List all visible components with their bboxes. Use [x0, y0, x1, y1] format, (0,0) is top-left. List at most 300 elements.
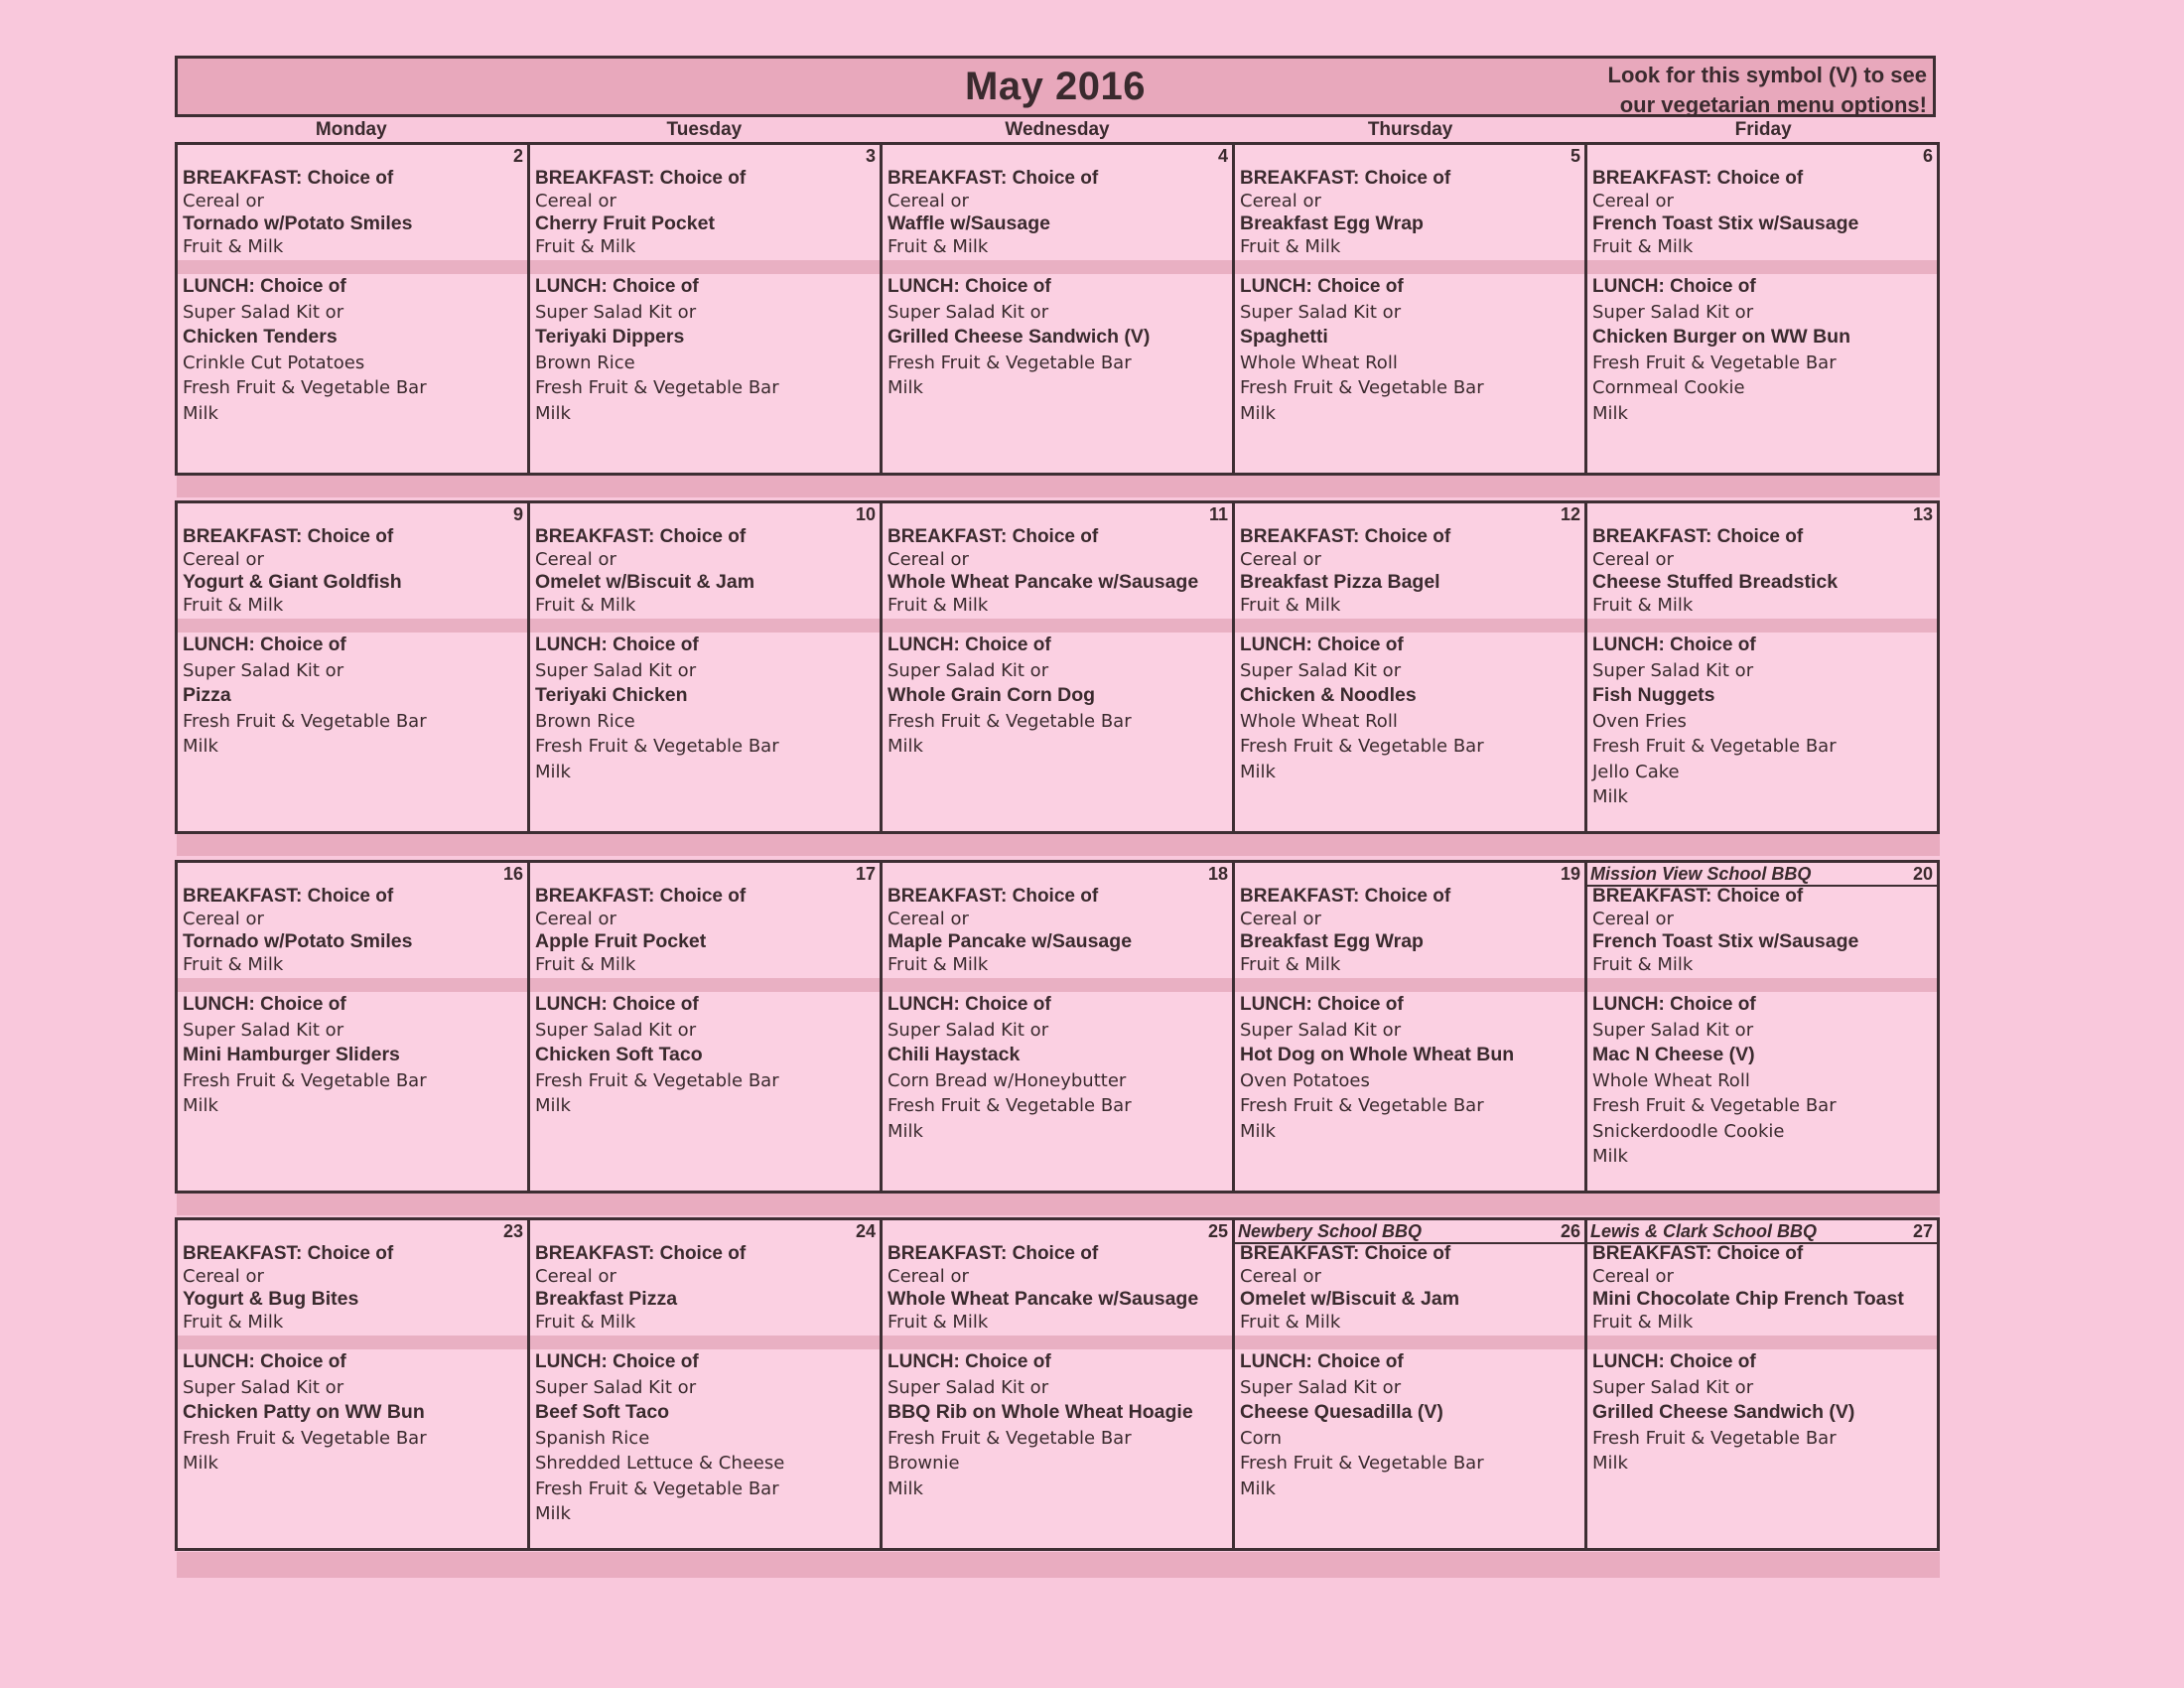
event-label: Lewis & Clark School BBQ	[1590, 1221, 1818, 1241]
lunch-side: Oven Potatoes	[1240, 1069, 1370, 1091]
breakfast-entree: Yogurt & Giant Goldfish	[183, 571, 402, 593]
breakfast-section	[1592, 525, 1935, 617]
breakfast-cereal: Cereal or	[1592, 909, 1674, 929]
breakfast-cereal: Cereal or	[887, 909, 969, 929]
lunch-entree: Mac N Cheese (V)	[1592, 1044, 1755, 1065]
lunch-side: Fresh Fruit & Vegetable Bar	[183, 710, 427, 732]
breakfast-fruit-milk: Fruit & Milk	[535, 954, 636, 975]
breakfast-heading: BREAKFAST: Choice of	[1592, 886, 1804, 907]
lunch-side: Milk	[535, 1503, 571, 1524]
lunch-salad: Super Salad Kit or	[183, 659, 344, 681]
week-row	[175, 860, 1940, 1194]
breakfast-fruit-milk: Fruit & Milk	[1592, 236, 1694, 257]
lunch-salad: Super Salad Kit or	[887, 301, 1049, 323]
lunch-heading: LUNCH: Choice of	[1240, 276, 1404, 297]
breakfast-heading: BREAKFAST: Choice of	[1240, 1243, 1451, 1264]
breakfast-cereal: Cereal or	[887, 1266, 969, 1287]
event-label: Newbery School BBQ	[1238, 1221, 1423, 1241]
breakfast-cereal: Cereal or	[1240, 191, 1321, 211]
breakfast-section	[183, 167, 525, 258]
lunch-entree: Chicken & Noodles	[1240, 684, 1417, 706]
weekday-wednesday: Wednesday	[1005, 119, 1110, 140]
lunch-entree: Hot Dog on Whole Wheat Bun	[1240, 1044, 1515, 1065]
breakfast-section	[535, 525, 878, 617]
breakfast-fruit-milk: Fruit & Milk	[887, 236, 989, 257]
day-cell	[883, 503, 1235, 831]
lunch-heading: LUNCH: Choice of	[535, 994, 699, 1015]
lunch-side: Milk	[1240, 1120, 1276, 1142]
breakfast-section	[887, 167, 1230, 258]
date-number: 9	[512, 504, 523, 524]
breakfast-heading: BREAKFAST: Choice of	[183, 1243, 394, 1264]
breakfast-entree: Breakfast Pizza Bagel	[1240, 571, 1440, 593]
breakfast-fruit-milk: Fruit & Milk	[1592, 954, 1694, 975]
date-number: 13	[1912, 504, 1933, 524]
day-cell	[530, 503, 883, 831]
meal-divider	[530, 619, 880, 633]
lunch-side: Fresh Fruit & Vegetable Bar	[1592, 736, 1837, 757]
day-cell	[530, 145, 883, 473]
lunch-side: Shredded Lettuce & Cheese	[535, 1453, 785, 1474]
breakfast-cereal: Cereal or	[1592, 549, 1674, 570]
lunch-heading: LUNCH: Choice of	[183, 634, 346, 655]
lunch-heading: LUNCH: Choice of	[1592, 634, 1756, 655]
breakfast-heading: BREAKFAST: Choice of	[1592, 1243, 1804, 1264]
lunch-salad: Super Salad Kit or	[887, 1376, 1049, 1398]
meal-divider	[883, 260, 1232, 274]
breakfast-fruit-milk: Fruit & Milk	[183, 1312, 284, 1333]
meal-divider	[1587, 619, 1937, 633]
lunch-side: Milk	[887, 736, 923, 757]
lunch-section	[183, 633, 525, 760]
lunch-section	[1592, 1349, 1935, 1477]
lunch-section	[183, 992, 525, 1119]
lunch-entree: Chili Haystack	[887, 1044, 1021, 1065]
lunch-section	[1592, 992, 1935, 1170]
meal-divider	[178, 260, 527, 274]
breakfast-entree: Yogurt & Bug Bites	[183, 1288, 359, 1310]
lunch-side: Fresh Fruit & Vegetable Bar	[1240, 1453, 1484, 1474]
meal-divider	[530, 978, 880, 992]
meal-divider	[1587, 1336, 1937, 1349]
breakfast-entree: Cheese Stuffed Breadstick	[1592, 571, 1839, 593]
breakfast-heading: BREAKFAST: Choice of	[1592, 168, 1804, 189]
breakfast-cereal: Cereal or	[887, 191, 969, 211]
breakfast-heading: BREAKFAST: Choice of	[1240, 526, 1451, 547]
lunch-salad: Super Salad Kit or	[887, 1019, 1049, 1041]
lunch-salad: Super Salad Kit or	[1240, 659, 1402, 681]
lunch-heading: LUNCH: Choice of	[535, 634, 699, 655]
lunch-salad: Super Salad Kit or	[1240, 301, 1402, 323]
breakfast-entree: Omelet w/Biscuit & Jam	[1240, 1288, 1460, 1310]
breakfast-cereal: Cereal or	[535, 1266, 616, 1287]
meal-divider	[1587, 260, 1937, 274]
day-cell	[1587, 863, 1937, 1191]
breakfast-entree: Tornado w/Potato Smiles	[183, 930, 413, 952]
lunch-entree: Grilled Cheese Sandwich (V)	[887, 326, 1151, 348]
lunch-section	[887, 274, 1230, 401]
date-number: 19	[1560, 864, 1580, 884]
lunch-entree: Chicken Tenders	[183, 326, 338, 348]
breakfast-cereal: Cereal or	[183, 909, 264, 929]
breakfast-entree: Breakfast Egg Wrap	[1240, 212, 1424, 234]
lunch-side: Fresh Fruit & Vegetable Bar	[535, 1069, 779, 1091]
lunch-salad: Super Salad Kit or	[535, 301, 697, 323]
breakfast-entree: Whole Wheat Pancake w/Sausage	[887, 1288, 1199, 1310]
breakfast-section	[1240, 885, 1582, 976]
lunch-salad: Super Salad Kit or	[1592, 1376, 1754, 1398]
lunch-entree: Chicken Soft Taco	[535, 1044, 703, 1065]
lunch-side: Fresh Fruit & Vegetable Bar	[535, 1477, 779, 1499]
lunch-side: Milk	[1240, 1477, 1276, 1499]
lunch-section	[887, 992, 1230, 1144]
lunch-heading: LUNCH: Choice of	[183, 994, 346, 1015]
lunch-salad: Super Salad Kit or	[183, 301, 344, 323]
breakfast-heading: BREAKFAST: Choice of	[535, 526, 747, 547]
vegetarian-note-line-1: Look for this symbol (V) to see	[1607, 63, 1927, 87]
lunch-section	[535, 274, 878, 426]
week-separator-band	[177, 1194, 1940, 1215]
lunch-side: Fresh Fruit & Vegetable Bar	[183, 1069, 427, 1091]
breakfast-heading: BREAKFAST: Choice of	[887, 1243, 1099, 1264]
breakfast-fruit-milk: Fruit & Milk	[1240, 595, 1341, 616]
lunch-side: Jello Cake	[1592, 761, 1680, 782]
date-number: 18	[1207, 864, 1228, 884]
week-row	[175, 142, 1940, 476]
event-label: Mission View School BBQ	[1590, 864, 1812, 884]
lunch-heading: LUNCH: Choice of	[1240, 634, 1404, 655]
breakfast-cereal: Cereal or	[183, 1266, 264, 1287]
lunch-entree: Mini Hamburger Sliders	[183, 1044, 400, 1065]
day-cell	[883, 145, 1235, 473]
breakfast-fruit-milk: Fruit & Milk	[1240, 1312, 1341, 1333]
lunch-section	[887, 633, 1230, 760]
breakfast-fruit-milk: Fruit & Milk	[535, 1312, 636, 1333]
day-cell	[1235, 863, 1587, 1191]
breakfast-entree: Cherry Fruit Pocket	[535, 212, 715, 234]
lunch-heading: LUNCH: Choice of	[535, 276, 699, 297]
day-cell	[178, 1220, 530, 1548]
lunch-section	[1240, 992, 1582, 1144]
breakfast-entree: Omelet w/Biscuit & Jam	[535, 571, 755, 593]
meal-divider	[1235, 260, 1584, 274]
meal-divider	[178, 1336, 527, 1349]
date-number: 16	[502, 864, 523, 884]
weekday-monday: Monday	[315, 119, 387, 140]
breakfast-fruit-milk: Fruit & Milk	[1240, 954, 1341, 975]
date-number: 2	[512, 146, 523, 166]
lunch-side: Milk	[535, 402, 571, 424]
breakfast-cereal: Cereal or	[183, 191, 264, 211]
week-separator-band	[177, 834, 1940, 856]
lunch-salad: Super Salad Kit or	[887, 659, 1049, 681]
breakfast-fruit-milk: Fruit & Milk	[1592, 1312, 1694, 1333]
lunch-section	[1240, 274, 1582, 426]
lunch-side: Corn	[1240, 1427, 1283, 1449]
lunch-heading: LUNCH: Choice of	[1240, 1351, 1404, 1372]
vegetarian-note-line-2: our vegetarian menu options!	[1619, 92, 1927, 117]
lunch-heading: LUNCH: Choice of	[887, 276, 1051, 297]
page-title: May 2016	[965, 65, 1146, 108]
lunch-section	[535, 1349, 878, 1527]
breakfast-heading: BREAKFAST: Choice of	[183, 168, 394, 189]
breakfast-section	[535, 167, 878, 258]
breakfast-cereal: Cereal or	[1592, 1266, 1674, 1287]
lunch-entree: Fish Nuggets	[1592, 684, 1715, 706]
meal-divider	[883, 619, 1232, 633]
breakfast-section	[887, 525, 1230, 617]
breakfast-heading: BREAKFAST: Choice of	[1240, 886, 1451, 907]
breakfast-heading: BREAKFAST: Choice of	[887, 526, 1099, 547]
weekday-thursday: Thursday	[1367, 119, 1453, 140]
lunch-side: Milk	[1592, 1453, 1628, 1474]
lunch-side: Fresh Fruit & Vegetable Bar	[1240, 736, 1484, 757]
breakfast-entree: Tornado w/Potato Smiles	[183, 212, 413, 234]
day-cell	[178, 503, 530, 831]
date-number: 23	[502, 1221, 523, 1241]
bottom-band	[177, 1552, 1940, 1578]
lunch-side: Fresh Fruit & Vegetable Bar	[535, 736, 779, 757]
breakfast-fruit-milk: Fruit & Milk	[535, 236, 636, 257]
meal-divider	[178, 619, 527, 633]
breakfast-heading: BREAKFAST: Choice of	[535, 886, 747, 907]
breakfast-fruit-milk: Fruit & Milk	[1592, 595, 1694, 616]
lunch-salad: Super Salad Kit or	[535, 659, 697, 681]
breakfast-heading: BREAKFAST: Choice of	[887, 168, 1099, 189]
date-number: 10	[855, 504, 876, 524]
breakfast-cereal: Cereal or	[1592, 191, 1674, 211]
breakfast-heading: BREAKFAST: Choice of	[1592, 526, 1804, 547]
lunch-salad: Super Salad Kit or	[1592, 301, 1754, 323]
lunch-side: Milk	[1240, 402, 1276, 424]
weekday-friday: Friday	[1734, 119, 1792, 140]
lunch-side: Crinkle Cut Potatoes	[183, 352, 365, 373]
date-number: 24	[855, 1221, 876, 1241]
date-number: 17	[855, 864, 876, 884]
lunch-side: Milk	[183, 1453, 218, 1474]
calendar-header	[175, 56, 1936, 117]
lunch-salad: Super Salad Kit or	[183, 1376, 344, 1398]
lunch-salad: Super Salad Kit or	[1592, 659, 1754, 681]
meal-divider	[178, 978, 527, 992]
day-cell	[883, 1220, 1235, 1548]
lunch-side: Fresh Fruit & Vegetable Bar	[1240, 377, 1484, 398]
lunch-entree: Beef Soft Taco	[535, 1401, 670, 1423]
lunch-entree: Teriyaki Dippers	[535, 326, 685, 348]
breakfast-cereal: Cereal or	[183, 549, 264, 570]
date-number: 12	[1560, 504, 1580, 524]
lunch-heading: LUNCH: Choice of	[1592, 1351, 1756, 1372]
lunch-heading: LUNCH: Choice of	[1592, 994, 1756, 1015]
lunch-side: Milk	[887, 1477, 923, 1499]
lunch-side: Brownie	[887, 1453, 960, 1474]
lunch-side: Milk	[887, 1120, 923, 1142]
breakfast-heading: BREAKFAST: Choice of	[183, 886, 394, 907]
breakfast-section	[183, 1242, 525, 1334]
lunch-side: Fresh Fruit & Vegetable Bar	[1240, 1095, 1484, 1116]
lunch-side: Fresh Fruit & Vegetable Bar	[887, 710, 1132, 732]
week-row	[175, 1217, 1940, 1551]
lunch-heading: LUNCH: Choice of	[887, 634, 1051, 655]
lunch-entree: Chicken Patty on WW Bun	[183, 1401, 425, 1423]
meal-divider	[530, 1336, 880, 1349]
lunch-side: Fresh Fruit & Vegetable Bar	[1592, 352, 1837, 373]
date-number: 4	[1217, 146, 1228, 166]
breakfast-entree: French Toast Stix w/Sausage	[1592, 930, 1859, 952]
lunch-heading: LUNCH: Choice of	[183, 276, 346, 297]
breakfast-heading: BREAKFAST: Choice of	[183, 526, 394, 547]
breakfast-entree: Mini Chocolate Chip French Toast	[1592, 1288, 1904, 1310]
breakfast-section	[1592, 885, 1935, 976]
breakfast-fruit-milk: Fruit & Milk	[1240, 236, 1341, 257]
breakfast-entree: French Toast Stix w/Sausage	[1592, 212, 1859, 234]
lunch-heading: LUNCH: Choice of	[535, 1351, 699, 1372]
day-cell	[530, 1220, 883, 1548]
day-cell	[1235, 1220, 1587, 1548]
lunch-section	[887, 1349, 1230, 1501]
day-cell	[1235, 503, 1587, 831]
day-cell	[1235, 145, 1587, 473]
lunch-entree: Spaghetti	[1240, 326, 1328, 348]
meal-divider	[530, 260, 880, 274]
breakfast-section	[183, 885, 525, 976]
lunch-side: Fresh Fruit & Vegetable Bar	[183, 1427, 427, 1449]
lunch-side: Milk	[1592, 402, 1628, 424]
week-row	[175, 500, 1940, 834]
date-number: 11	[1208, 504, 1228, 524]
breakfast-cereal: Cereal or	[1240, 909, 1321, 929]
lunch-side: Fresh Fruit & Vegetable Bar	[535, 377, 779, 398]
day-cell	[1587, 503, 1937, 831]
meal-divider	[1587, 978, 1937, 992]
lunch-side: Cornmeal Cookie	[1592, 377, 1745, 398]
lunch-side: Fresh Fruit & Vegetable Bar	[887, 352, 1132, 373]
breakfast-heading: BREAKFAST: Choice of	[887, 886, 1099, 907]
lunch-side: Milk	[183, 1095, 218, 1116]
date-number: 26	[1560, 1221, 1580, 1241]
day-cell	[178, 863, 530, 1191]
breakfast-entree: Whole Wheat Pancake w/Sausage	[887, 571, 1199, 593]
lunch-section	[1240, 633, 1582, 784]
lunch-section	[183, 274, 525, 426]
breakfast-section	[1240, 1242, 1582, 1334]
lunch-section	[1240, 1349, 1582, 1501]
breakfast-fruit-milk: Fruit & Milk	[887, 595, 989, 616]
weekday-headers	[175, 118, 1940, 142]
lunch-side: Spanish Rice	[535, 1427, 650, 1449]
date-number: 25	[1207, 1221, 1228, 1241]
lunch-salad: Super Salad Kit or	[535, 1376, 697, 1398]
day-cell	[1587, 145, 1937, 473]
breakfast-heading: BREAKFAST: Choice of	[1240, 168, 1451, 189]
lunch-entree: Pizza	[183, 684, 231, 706]
lunch-side: Milk	[183, 736, 218, 757]
breakfast-fruit-milk: Fruit & Milk	[887, 1312, 989, 1333]
lunch-side: Fresh Fruit & Vegetable Bar	[183, 377, 427, 398]
lunch-heading: LUNCH: Choice of	[183, 1351, 346, 1372]
breakfast-section	[183, 525, 525, 617]
lunch-side: Corn Bread w/Honeybutter	[887, 1069, 1127, 1091]
breakfast-section	[1592, 167, 1935, 258]
breakfast-heading: BREAKFAST: Choice of	[535, 1243, 747, 1264]
lunch-heading: LUNCH: Choice of	[1592, 276, 1756, 297]
lunch-side: Fresh Fruit & Vegetable Bar	[887, 1427, 1132, 1449]
lunch-entree: Chicken Burger on WW Bun	[1592, 326, 1850, 348]
lunch-side: Oven Fries	[1592, 710, 1687, 732]
lunch-side: Milk	[183, 402, 218, 424]
meal-divider	[883, 1336, 1232, 1349]
breakfast-section	[1240, 167, 1582, 258]
lunch-side: Brown Rice	[535, 352, 635, 373]
vegetarian-note	[1608, 61, 1927, 120]
lunch-salad: Super Salad Kit or	[1240, 1019, 1402, 1041]
breakfast-entree: Breakfast Egg Wrap	[1240, 930, 1424, 952]
date-number: 27	[1912, 1221, 1933, 1241]
breakfast-section	[1592, 1242, 1935, 1334]
lunch-entree: Teriyaki Chicken	[535, 684, 688, 706]
breakfast-fruit-milk: Fruit & Milk	[183, 595, 284, 616]
lunch-side: Milk	[887, 377, 923, 398]
lunch-section	[1592, 274, 1935, 426]
lunch-side: Milk	[535, 761, 571, 782]
day-cell	[1587, 1220, 1937, 1548]
breakfast-cereal: Cereal or	[1240, 1266, 1321, 1287]
breakfast-fruit-milk: Fruit & Milk	[535, 595, 636, 616]
lunch-side: Brown Rice	[535, 710, 635, 732]
breakfast-cereal: Cereal or	[535, 191, 616, 211]
date-number: 5	[1570, 146, 1580, 166]
lunch-heading: LUNCH: Choice of	[887, 1351, 1051, 1372]
lunch-heading: LUNCH: Choice of	[887, 994, 1051, 1015]
lunch-side: Whole Wheat Roll	[1592, 1069, 1750, 1091]
lunch-side: Milk	[535, 1095, 571, 1116]
lunch-side: Fresh Fruit & Vegetable Bar	[887, 1095, 1132, 1116]
lunch-side: Snickerdoodle Cookie	[1592, 1120, 1785, 1142]
breakfast-section	[1240, 525, 1582, 617]
weekday-tuesday: Tuesday	[666, 119, 743, 140]
lunch-salad: Super Salad Kit or	[535, 1019, 697, 1041]
lunch-side: Milk	[1240, 761, 1276, 782]
meal-divider	[1235, 1336, 1584, 1349]
lunch-side: Whole Wheat Roll	[1240, 710, 1398, 732]
meal-divider	[1235, 978, 1584, 992]
breakfast-fruit-milk: Fruit & Milk	[183, 954, 284, 975]
breakfast-section	[887, 885, 1230, 976]
breakfast-fruit-milk: Fruit & Milk	[183, 236, 284, 257]
lunch-heading: LUNCH: Choice of	[1240, 994, 1404, 1015]
breakfast-section	[535, 1242, 878, 1334]
lunch-section	[535, 633, 878, 784]
date-number: 20	[1912, 864, 1933, 884]
breakfast-cereal: Cereal or	[535, 909, 616, 929]
breakfast-cereal: Cereal or	[535, 549, 616, 570]
lunch-salad: Super Salad Kit or	[1240, 1376, 1402, 1398]
breakfast-entree: Maple Pancake w/Sausage	[887, 930, 1133, 952]
lunch-salad: Super Salad Kit or	[183, 1019, 344, 1041]
lunch-side: Fresh Fruit & Vegetable Bar	[1592, 1427, 1837, 1449]
week-separator-band	[177, 476, 1940, 497]
breakfast-section	[887, 1242, 1230, 1334]
meal-divider	[883, 978, 1232, 992]
breakfast-heading: BREAKFAST: Choice of	[535, 168, 747, 189]
breakfast-entree: Apple Fruit Pocket	[535, 930, 707, 952]
breakfast-cereal: Cereal or	[1240, 549, 1321, 570]
meal-divider	[1235, 619, 1584, 633]
lunch-entree: Grilled Cheese Sandwich (V)	[1592, 1401, 1855, 1423]
day-cell	[530, 863, 883, 1191]
lunch-salad: Super Salad Kit or	[1592, 1019, 1754, 1041]
day-cell	[178, 145, 530, 473]
